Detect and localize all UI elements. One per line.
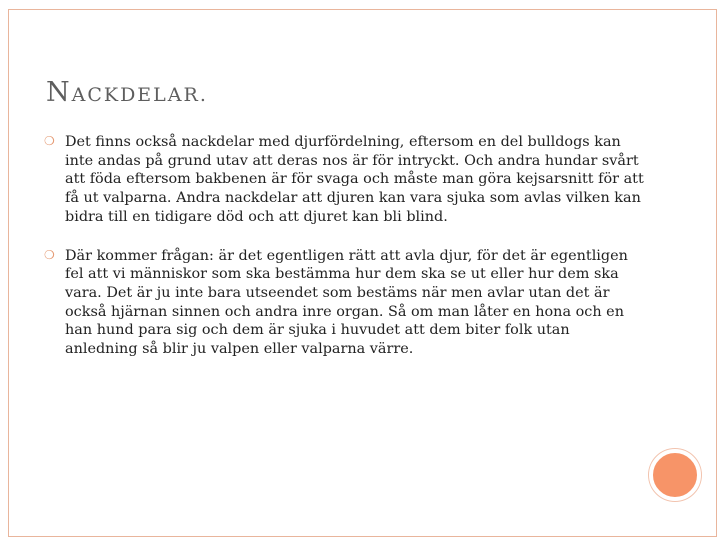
bullet-icon: ❍ — [44, 134, 55, 148]
bullet-item-1 — [44, 133, 644, 227]
slide-title — [46, 79, 208, 106]
bullet-item-2 — [44, 247, 644, 359]
bullet-text-2: Där kommer frågan: är det egentligen rätt att avla djur, för det är egentligen fel att vi människor som ska bestämma hur dem ska se ut eller hur dem ska vara. Det är ju inte bara utseendet som bestäms när men avlar utan det är också hjärnan sinnen och andra inre organ. Så om man låter en hona och en han hund para sig och dem är sjuka i huvudet att dem biter folk utan anledning så blir ju valpen eller valparna värre. — [65, 247, 628, 358]
bullet-icon: ❍ — [44, 247, 55, 262]
bullet-text-1: Det finns också nackdelar med djurfördelning, eftersom en del bulldogs kan inte andas på grund utav att deras nos är för intryckt. Och andra hundar svårt att föda eftersom bakbenen är för svaga och måste man göra kejsarsnitt för att få ut valparna. Andra nackdelar att djuren kan vara sjuka som avlas vilken kan bidra till en tidigare död och att djuret kan bli blind. — [65, 134, 644, 225]
slide-title-rest: ACKDELAR. — [71, 84, 208, 106]
orange-circle-icon — [649, 449, 701, 501]
slide-title-initial: N — [46, 77, 72, 108]
bullet-list — [44, 133, 644, 379]
